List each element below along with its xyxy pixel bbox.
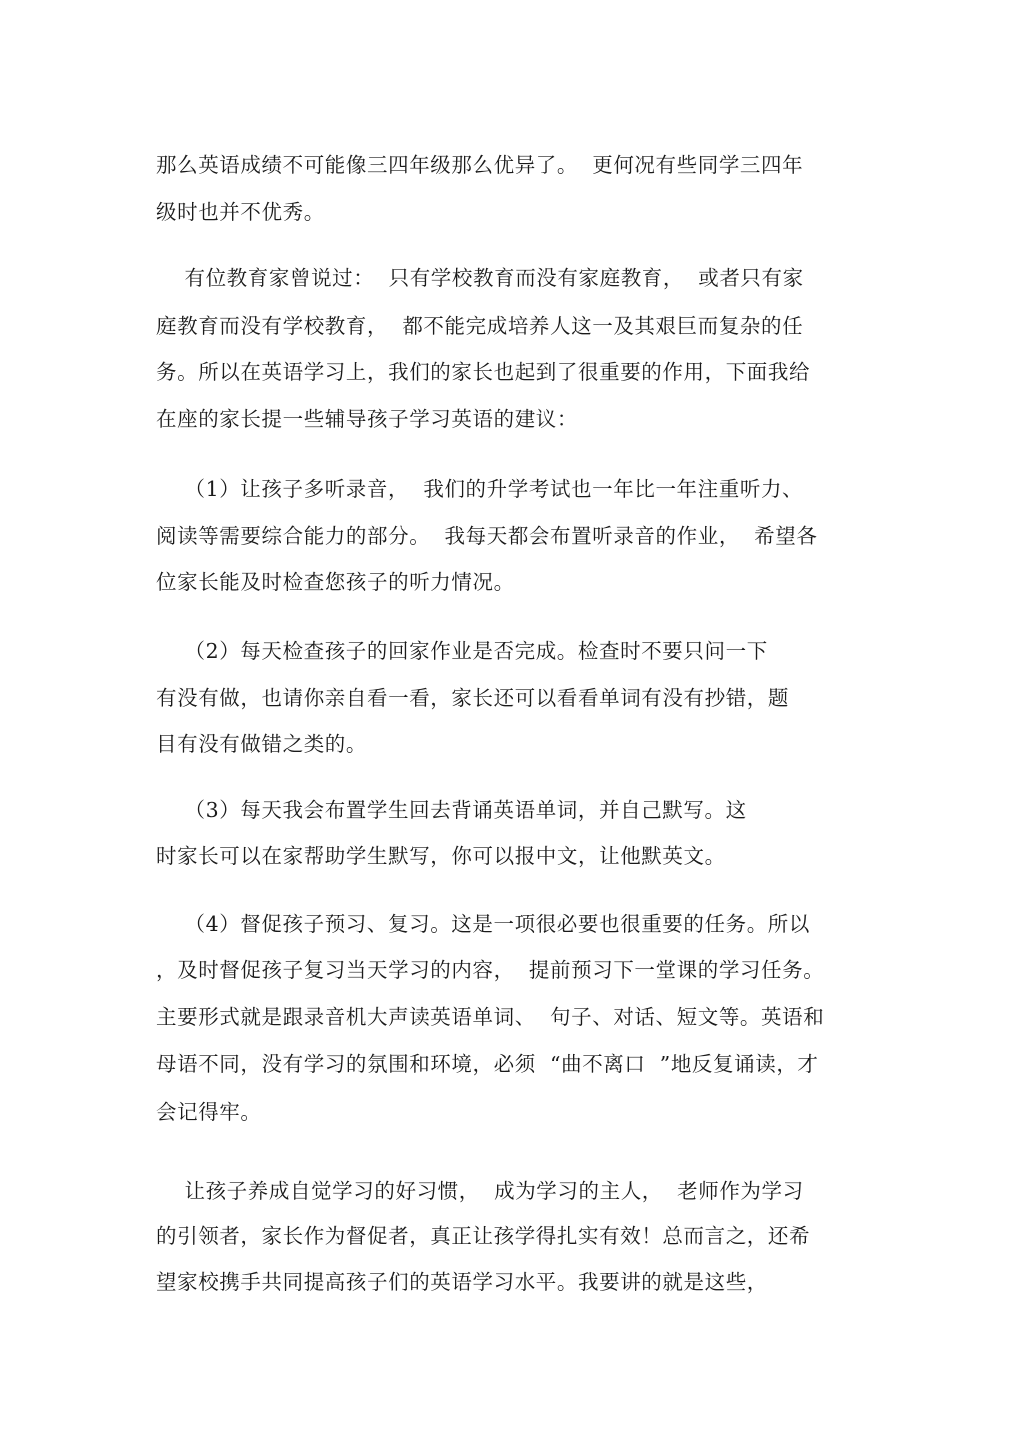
paragraph-line: 庭教育而没有学校教育， 都不能完成培养人这一及其艰巨而复杂的任 [156, 314, 804, 338]
paragraph-line: 母语不同，没有学习的氛围和环境，必须 “曲不离口 ”地反复诵读，才 [156, 1052, 819, 1076]
paragraph-line: 的引领者，家长作为督促者，真正让孩学得扎实有效！总而言之，还希 [156, 1224, 811, 1248]
paragraph-line: 望家校携手共同提高孩子们的英语学习水平。我要讲的就是这些， [156, 1270, 768, 1294]
paragraph-line: 那么英语成绩不可能像三四年级那么优异了。 更何况有些同学三四年 [156, 153, 804, 177]
paragraph-line: 目有没有做错之类的。 [156, 732, 367, 756]
paragraph-line: 在座的家长提一些辅导孩子学习英语的建议： [156, 407, 578, 431]
paragraph-line: 时家长可以在家帮助学生默写，你可以报中文，让他默英文。 [156, 844, 726, 868]
paragraph-line: （3）每天我会布置学生回去背诵英语单词，并自己默写。这 [156, 798, 747, 822]
paragraph-line: 有位教育家曾说过： 只有学校教育而没有家庭教育， 或者只有家 [156, 266, 804, 290]
paragraph-line: 级时也并不优秀。 [156, 200, 325, 224]
paragraph-line: 主要形式就是跟录音机大声读英语单词、 句子、对话、短文等。英语和 [156, 1005, 825, 1029]
paragraph-line: 位家长能及时检查您孩子的听力情况。 [156, 570, 515, 594]
paragraph-line: 让孩子养成自觉学习的好习惯， 成为学习的主人， 老师作为学习 [156, 1179, 804, 1203]
paragraph-line: ，及时督促孩子复习当天学习的内容， 提前预习下一堂课的学习任务。 [156, 958, 825, 982]
paragraph-line: 有没有做，也请你亲自看一看，家长还可以看看单词有没有抄错，题 [156, 686, 789, 710]
paragraph-line: （1）让孩子多听录音， 我们的升学考试也一年比一年注重听力、 [156, 477, 804, 501]
paragraph-line: 阅读等需要综合能力的部分。 我每天都会布置听录音的作业， 希望各 [156, 524, 818, 548]
paragraph-line: 会记得牢。 [156, 1100, 262, 1124]
paragraph-line: 务。所以在英语学习上，我们的家长也起到了很重要的作用，下面我给 [156, 360, 811, 384]
paragraph-line: （2）每天检查孩子的回家作业是否完成。检查时不要只问一下 [156, 639, 768, 663]
paragraph-line: （4）督促孩子预习、复习。这是一项很必要也很重要的任务。所以 [156, 912, 811, 936]
